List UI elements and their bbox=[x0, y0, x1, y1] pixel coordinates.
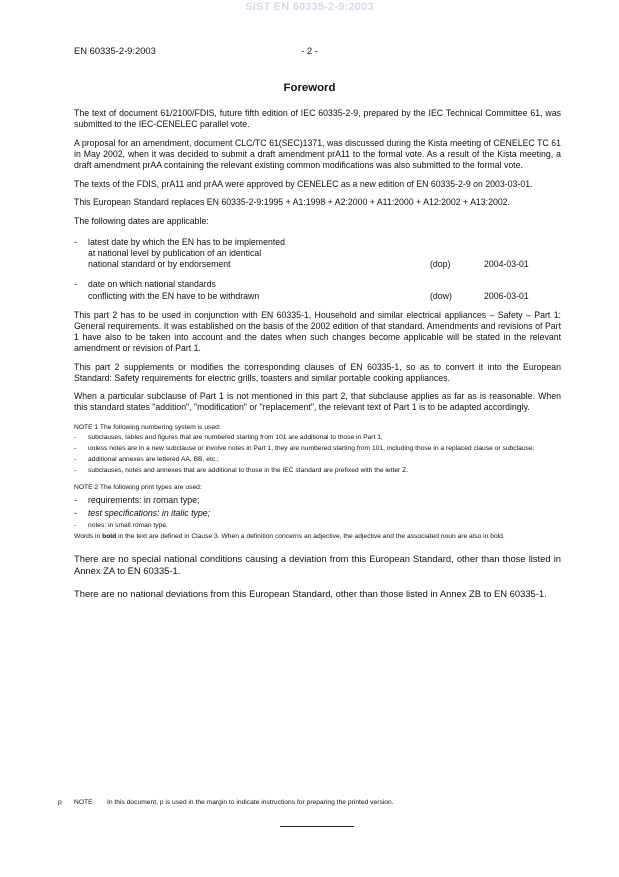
paragraph: The texts of the FDIS, prA11 and prAA were approved by CENELEC as a new edition of EN 60335-2-9 on 2003-03-01. bbox=[74, 178, 533, 189]
applicable-dates-list bbox=[74, 237, 561, 301]
paragraph: When a particular subclause of Part 1 is not mentioned in this part 2, that subclause applies as far as is reasonable. When this standard states "addition", "modification" or "replacement", the relevant text of Part 1 is to be adapted accordingly. bbox=[74, 391, 561, 413]
bold-text-run: bold bbox=[102, 532, 117, 540]
text-run: Words in bbox=[74, 532, 103, 540]
paragraph: This European Standard replaces EN 60335-2-9:1995 + A1:1998 + A2:2000 + A11:2000 + A12:2002 + A13:2002. bbox=[74, 197, 510, 208]
date-description bbox=[88, 279, 430, 301]
note-item: - subclauses, notes and annexes that are additional to those in the IEC standard are prefixed with the letter Z. bbox=[74, 467, 409, 475]
paragraph: The following dates are applicable: bbox=[74, 216, 209, 227]
date-description bbox=[88, 237, 430, 270]
margin-note-text: In this document, p is used in the margin to indicate instructions for preparing the printed version. bbox=[107, 799, 394, 806]
note-item: - requirements: in roman type; bbox=[74, 494, 200, 505]
date-description-line: date on which national standards bbox=[88, 279, 216, 290]
end-rule bbox=[280, 826, 354, 827]
bold-words-note bbox=[74, 533, 561, 542]
date-description-line: latest date by which the EN has to be implemented bbox=[88, 237, 285, 248]
document-body bbox=[74, 108, 561, 612]
note-item: - unless notes are in a new subclause or involve notes in Part 1, they are numbered starting from 101, including those in a replaced clause or subclause; bbox=[74, 445, 535, 453]
note-item-text: requirements: in roman type; bbox=[88, 494, 200, 505]
page-title: Foreword bbox=[283, 82, 336, 94]
note-item-text: subclauses, tables and figures that are numbered starting from 101 are additional to those in Part 1; bbox=[88, 434, 383, 442]
note-item-text: subclauses, notes and annexes that are additional to those in the IEC standard are prefixed with the letter Z. bbox=[88, 467, 409, 475]
note-item-text: test specifications: in italic type; bbox=[88, 508, 211, 519]
margin-note bbox=[58, 799, 394, 806]
note-heading: NOTE 2 The following print types are used: bbox=[74, 484, 202, 491]
note-item: - subclauses, tables and figures that are numbered starting from 101 are additional to those in Part 1; bbox=[74, 434, 383, 442]
date-value: 2004-03-01 bbox=[484, 259, 529, 270]
text-run: in the text are defined in Clause 3. When a definition concerns an adjective, the adjective and the associated noun are also in bold. bbox=[116, 532, 505, 540]
paragraph: A proposal for an amendment, document CLC/TC 61(SEC)1371, was discussed during the Kista meeting of CENELEC TC 61 in May 2002, when it was decided to submit a draft amendment prA11 to the formal vote. As a result of the Kista meeting, a draft amendment prAA containing the relevant existing common modifications was also submitted to the formal vote. bbox=[74, 137, 561, 170]
closing-paragraph: There are no national deviations from this European Standard, other than those listed in Annex ZB to EN 60335-1. bbox=[74, 588, 547, 600]
note-item-text: unless notes are in a new subclause or involve notes in Part 1, they are numbered starting from 101, including those in a replaced clause or subclause; bbox=[88, 445, 535, 453]
date-value: 2006-03-01 bbox=[484, 290, 529, 301]
note-2 bbox=[74, 484, 561, 530]
header-page-number: - 2 - bbox=[301, 45, 318, 56]
margin-marker: p bbox=[58, 799, 62, 806]
note-heading: NOTE 1 The following numbering system is used: bbox=[74, 423, 221, 431]
date-description-line: at national level by publication of an identical bbox=[88, 248, 262, 259]
note-item: - test specifications: in italic type; bbox=[74, 508, 211, 519]
date-row-dow bbox=[74, 279, 561, 301]
note-item: - additional annexes are lettered AA, BB, etc.; bbox=[74, 456, 219, 464]
date-description-line: national standard or by endorsement bbox=[88, 259, 231, 270]
watermark: SIST EN 60335-2-9:2003 bbox=[245, 1, 374, 13]
date-row-dop bbox=[74, 237, 561, 270]
date-abbreviation: (dow) bbox=[430, 290, 452, 301]
note-item-text: notes: in small roman type. bbox=[88, 521, 168, 529]
list-dash: - bbox=[74, 237, 77, 248]
date-abbreviation: (dop) bbox=[430, 259, 451, 270]
closing-paragraph: There are no special national conditions causing a deviation from this European Standard, other than those listed in Annex ZA to EN 60335-1. bbox=[74, 553, 561, 576]
list-dash: - bbox=[74, 279, 77, 290]
paragraph: This part 2 supplements or modifies the corresponding clauses of EN 60335-1, so as to convert it into the European Standard: Safety requirements for electric grills, toasters and similar portable cooking appliances. bbox=[74, 361, 561, 383]
margin-note-label: NOTE bbox=[74, 799, 93, 806]
header-document-id: EN 60335-2-9:2003 bbox=[74, 45, 156, 56]
paragraph: This part 2 has to be used in conjunction with EN 60335-1, Household and similar electrical appliances – Safety – Part 1: General requirements. It was established on the basis of the 2002 edition of that standard. Amendments and revisions of Part 1 have also to be taken into account and the dates when such changes become applicable will be stated in the relevant amendment or revision of Part 1. bbox=[74, 309, 561, 353]
paragraph: The text of document 61/2100/FDIS, future fifth edition of IEC 60335-2-9, prepared by the IEC Technical Committee 61, was submitted to the IEC-CENELEC parallel vote. bbox=[74, 108, 561, 130]
note-item-text: additional annexes are lettered AA, BB, etc.; bbox=[88, 456, 219, 464]
note-item: - notes: in small roman type. bbox=[74, 521, 168, 529]
note-1 bbox=[74, 424, 561, 476]
date-description-line: conflicting with the EN have to be withdrawn bbox=[88, 290, 260, 301]
